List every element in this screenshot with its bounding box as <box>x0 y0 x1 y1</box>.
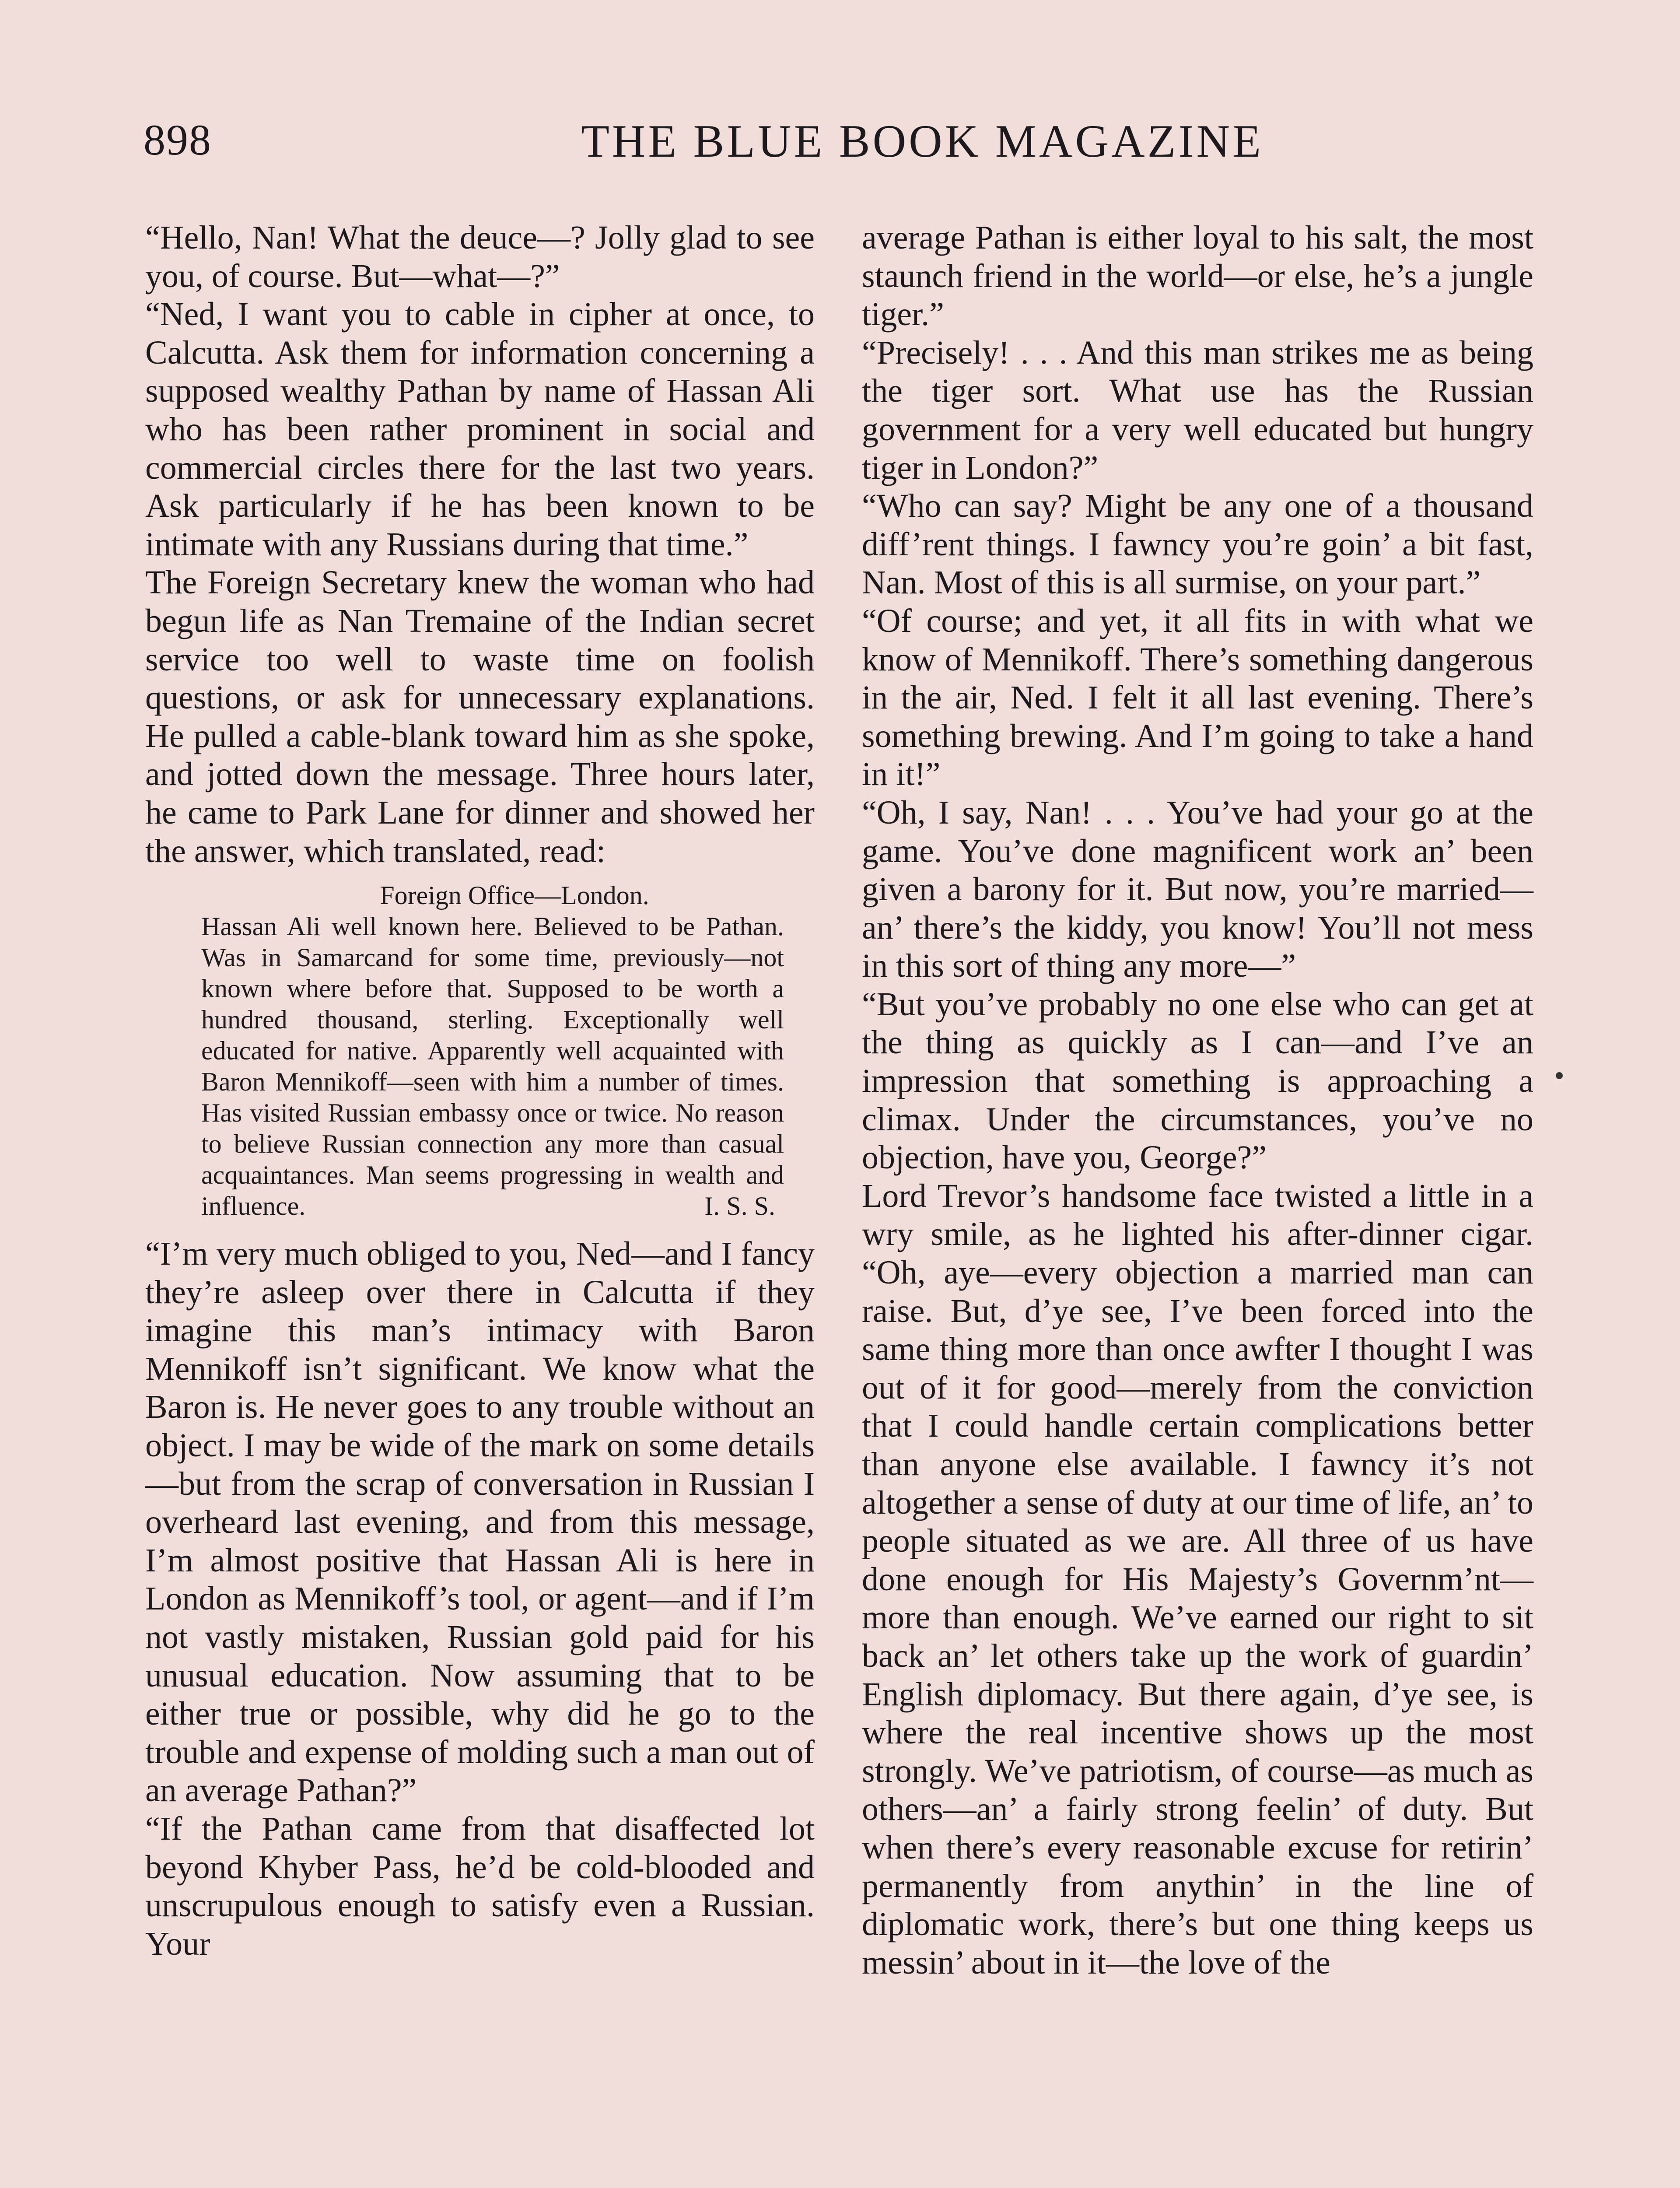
paragraph: “Ned, I want you to cable in cipher at once, to Calcutta. Ask them for information concerning a supposed wealthy Pathan by name of Hassan Ali who has been rather prominent in social and commercial circles there for the last two years. Ask particularly if he has been known to be intimate with any Russians during that time.” <box>145 296 815 563</box>
paragraph: average Pathan is either loyal to his salt, the most staunch friend in the world—or else, he’s a jungle tiger.” <box>862 219 1533 333</box>
paragraph: “Precisely! . . . And this man strikes me as being the tiger sort. What use has the Russian government for a very well educated but hungry tiger in London?” <box>862 334 1533 486</box>
paragraph: “Hello, Nan! What the deuce—? Jolly glad to see you, of course. But—what—?” <box>145 219 815 295</box>
paragraph: “I’m very much obliged to you, Ned—and I fancy they’re asleep over there in Calcutta if they imagine this man’s intimacy with Baron Mennikoff isn’t significant. We know what the Baron is. He never goes to any trouble without an object. I may be wide of the mark on some details—but from the scrap of conversation in Russian I overheard last evening, and from this message, I’m almost positive that Hassan Ali is here in London as Mennikoff’s tool, or agent—and if I’m not vastly mistaken, Russian gold paid for his unusual education. Now assuming that to be either true or possible, why did he go to the trouble and expense of molding such a man out of an average Pathan?” <box>145 1235 815 1809</box>
left-column <box>145 219 815 2188</box>
paragraph: Lord Trevor’s handsome face twisted a little in a wry smile, as he lighted his after-dinner cigar. “Oh, aye—every objection a married man can raise. But, d’ye see, I’ve been forced into the same thing more than once awfter I thought I was out of it for good—merely from the conviction that I could handle certain complications better than anyone else available. I fawncy it’s not altogether a sense of duty at our time of life, an’ to people situated as we are. All three of us have done enough for His Majesty’s Governm’nt—more than enough. We’ve earned our right to sit back an’ let others take up the work of guardin’ English diplomacy. But there again, d’ye see, is where the real incentive shows up the most strongly. We’ve patriotism, of course—as much as others—an’ a fairly strong feelin’ of duty. But when there’s every reasonable excuse for retirin’ permanently from anythin’ in the line of diplomatic work, there’s but one thing keeps us messin’ about in it—the love of the <box>862 1177 1533 1981</box>
running-title: THE BLUE BOOK MAGAZINE <box>581 116 1264 167</box>
cable-heading: Foreign Office—London. <box>380 881 649 910</box>
paragraph: “Of course; and yet, it all fits in with what we know of Mennikoff. There’s something dangerous in the air, Ned. I felt it all last evening. There’s something brewing. And I’m going to take a hand in it!” <box>862 602 1533 793</box>
paragraph: The Foreign Secretary knew the woman who had begun life as Nan Tremaine of the Indian secret service too well to waste time on foolish questions, or ask for unnecessary explanations. He pulled a cable-blank toward him as she spoke, and jotted down the message. Three hours later, he came to Park Lane for dinner and showed her the answer, which translated, read: <box>145 564 815 870</box>
cable-body: Hassan Ali well known here. Believed to be Pathan. Was in Samarcand for some time, previously—not known where before that. Supposed to be worth a hundred thousand, sterling. Exceptionally well educated for native. Apparently well acquainted with Baron Mennikoff—seen with him a number of times. Has visited Russian embassy once or twice. No reason to believe Russian connection any more than casual acquaintances. Man seems progressing in wealth and influence. <box>201 912 784 1221</box>
cable-message <box>201 880 784 1222</box>
page-number: 898 <box>144 116 212 164</box>
paragraph: “Oh, I say, Nan! . . . You’ve had your go at the game. You’ve done magnificent work an’ been given a barony for it. But now, you’re married—an’ there’s the kiddy, you know! You’ll not mess in this sort of thing any more—” <box>862 794 1533 985</box>
ink-speck <box>1556 1072 1563 1079</box>
paragraph: “If the Pathan came from that disaffected lot beyond Khyber Pass, he’d be cold-blooded and unscrupulous enough to satisfy even a Russian. Your <box>145 1810 815 1962</box>
cable-signature: I. S. S. <box>704 1192 775 1221</box>
paragraph: “Who can say? Might be any one of a thousand diff’rent things. I fawncy you’re goin’ a bit fast, Nan. Most of this is all surmise, on your part.” <box>862 487 1533 601</box>
page-header <box>144 109 1539 175</box>
paragraph: “But you’ve probably no one else who can get at the thing as quickly as I can—and I’ve an impression that something is approaching a climax. Under the circumstances, you’ve no objection, have you, George?” <box>862 985 1533 1176</box>
right-column <box>862 219 1533 2188</box>
